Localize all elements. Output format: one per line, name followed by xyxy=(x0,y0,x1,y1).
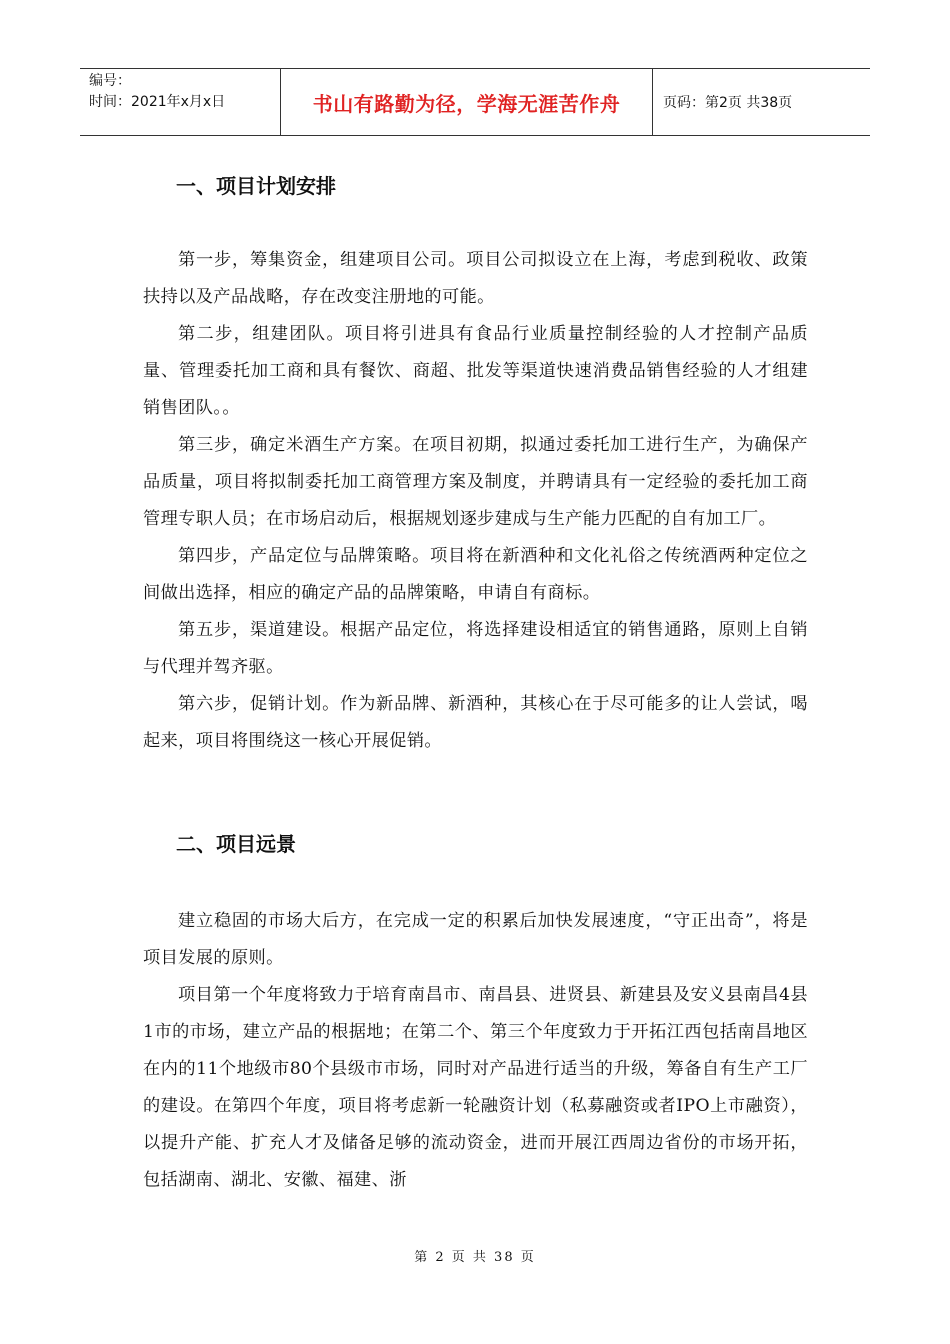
paragraph: 第五步，渠道建设。根据产品定位，将选择建设相适宜的销售通路，原则上自销与代理并驾齐驱。 xyxy=(143,620,808,677)
section-title-plan: 一、项目计划安排 xyxy=(176,174,336,198)
paragraph: 第六步，促销计划。作为新品牌、新酒种，其核心在于尽可能多的让人尝试，喝起来，项目将围绕这一核心开展促销。 xyxy=(143,694,808,751)
paragraph: 第三步，确定米酒生产方案。在项目初期，拟通过委托加工进行生产，为确保产品质量，项目将拟制委托加工商管理方案及制度，并聘请具有一定经验的委托加工商管理专职人员；在市场启动后，根据规划逐步建成与生产能力匹配的自有加工厂。 xyxy=(143,435,808,529)
paragraph: 第二步，组建团队。项目将引进具有食品行业质量控制经验的人才控制产品质量、管理委托加工商和具有餐饮、商超、批发等渠道快速消费品销售经验的人才组建销售团队。。 xyxy=(143,324,808,418)
page-footer: 第 2 页 共 38 页 xyxy=(414,1250,536,1265)
document-number-label: 编号： xyxy=(89,73,131,89)
paragraph: 第一步，筹集资金，组建项目公司。项目公司拟设立在上海，考虑到税收、政策扶持以及产品战略，存在改变注册地的可能。 xyxy=(143,250,808,307)
header-motto: 书山有路勤为径，学海无涯苦作舟 xyxy=(280,69,653,135)
section-vision-body xyxy=(143,903,808,1199)
paragraph: 项目第一个年度将致力于培育南昌市、南昌县、进贤县、新建县及安义县南昌4县1市的市场，建立产品的根据地；在第二个、第三个年度致力于开拓江西包括南昌地区在内的11个地级市80个县级市市场，同时对产品进行适当的升级，筹备自有生产工厂的建设。在第四个年度，项目将考虑新一轮融资计划（私募融资或者IPO上市融资），以提升产能、扩充人才及储备足够的流动资金，进而开展江西周边省份的市场开拓，包括湖南、湖北、安徽、福建、浙 xyxy=(143,985,808,1190)
section-plan-body xyxy=(143,242,808,760)
header-meta xyxy=(80,69,280,135)
section-title-vision: 二、项目远景 xyxy=(176,832,296,856)
paragraph: 建立稳固的市场大后方，在完成一定的积累后加快发展速度，“守正出奇”，将是项目发展的原则。 xyxy=(143,911,808,968)
page-header xyxy=(80,68,870,136)
header-page-info: 页码：第2页 共38页 xyxy=(663,95,793,111)
paragraph: 第四步，产品定位与品牌策略。项目将在新酒种和文化礼俗之传统酒两种定位之间做出选择，相应的确定产品的品牌策略，申请自有商标。 xyxy=(143,546,808,603)
document-time-label: 时间：2021年x月x日 xyxy=(89,94,226,110)
